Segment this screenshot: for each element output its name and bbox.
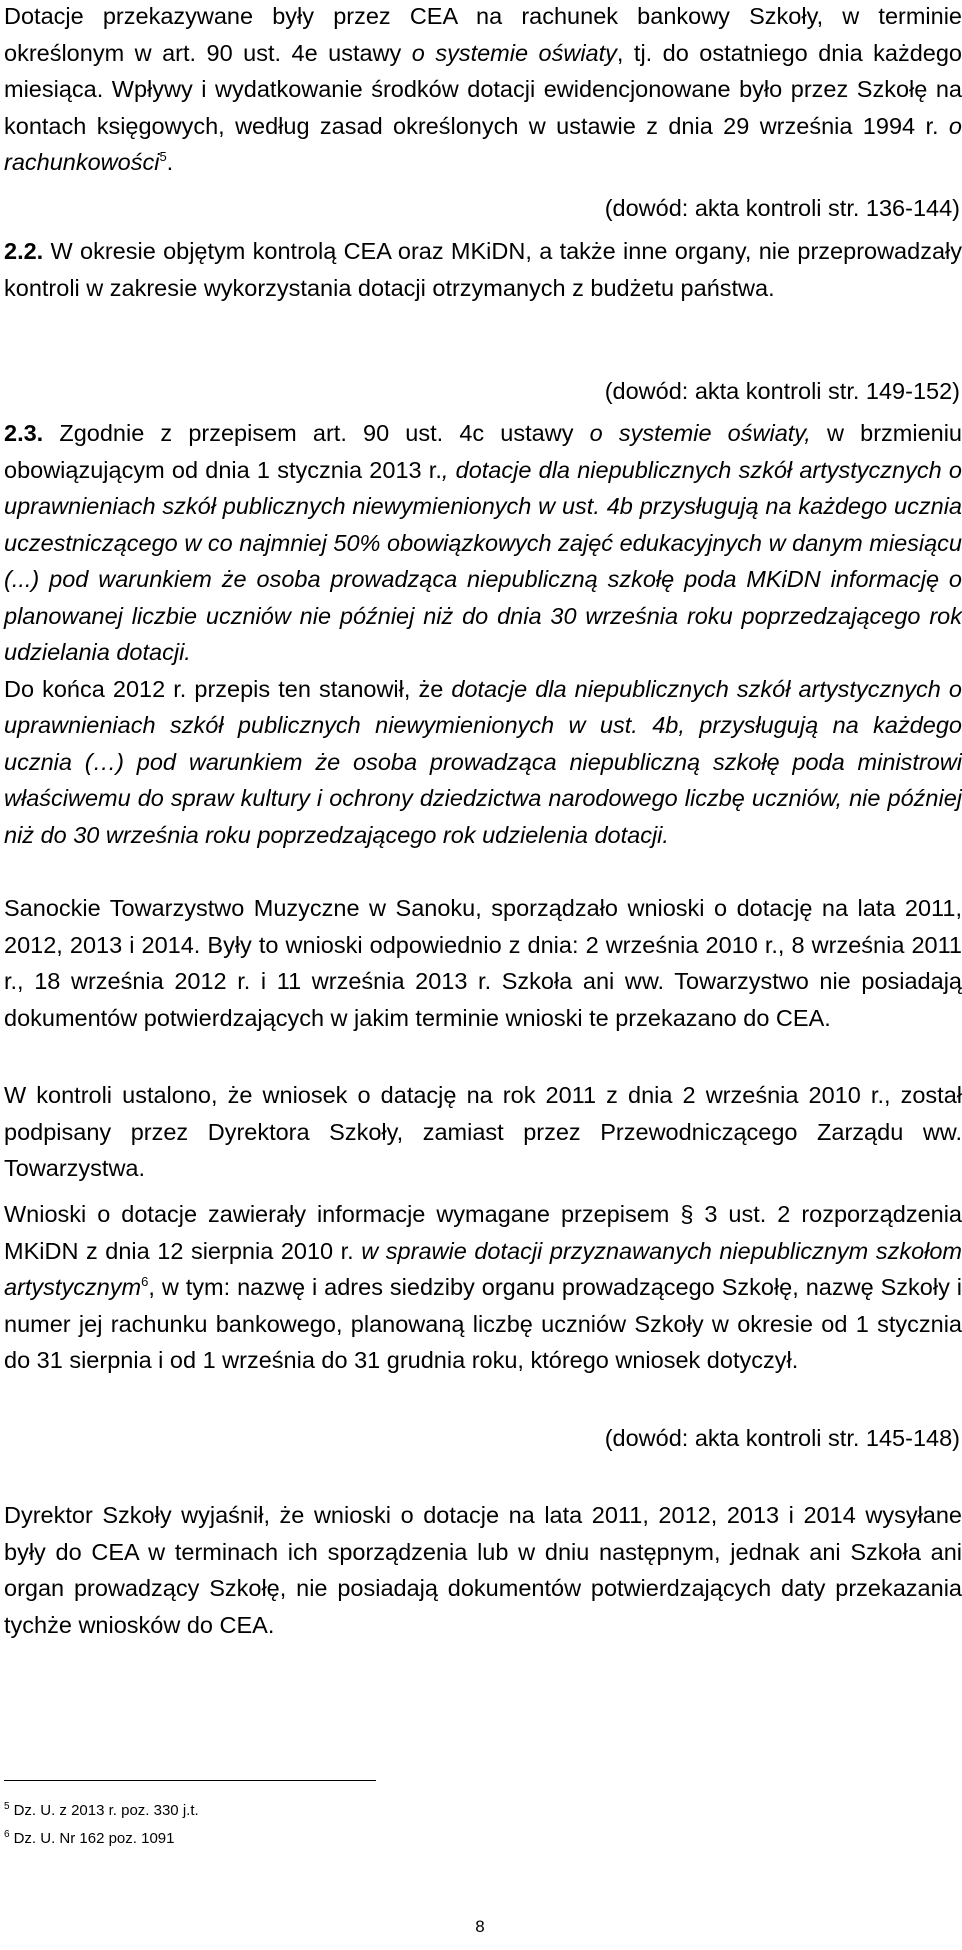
section-2-3-paragraph <box>4 415 962 853</box>
evidence-reference: (dowód: akta kontroli str. 136-144) <box>604 195 960 221</box>
text-segment: Do końca 2012 r. przepis ten stanowił, że <box>4 675 452 702</box>
regulation-title: w sprawie dotacji przyznawanych niepublicznym szkołom artystycznym <box>4 1237 962 1300</box>
text-segment: Zgodnie z przepisem art. 90 ust. 4c ustawy <box>43 420 590 446</box>
paragraph-wnioski-o-dotacje <box>4 1196 962 1379</box>
footnote <box>4 1829 174 1849</box>
footnote-separator <box>4 1780 376 1781</box>
footnote-number: 5 <box>4 1801 10 1812</box>
section-2-2-paragraph <box>4 233 962 306</box>
footnote-text: Dz. U. Nr 162 poz. 1091 <box>13 1830 175 1847</box>
footnote-text: Dz. U. z 2013 r. poz. 330 j.t. <box>13 1802 199 1819</box>
text-segment: w brzmieniu obowiązującym od dnia 1 stycznia 2013 r. <box>4 420 962 483</box>
text-segment: , w tym: nazwę i adres siedziby organu prowadzącego Szkołę, nazwę Szkoły i numer jej rachunku bankowego, planowaną liczbę uczniów Szkoły w okresie od 1 stycznia do 31 sierpnia i od 1 września do 31 grudnia roku, którego wniosek dotyczył. <box>4 1274 962 1373</box>
quoted-provision: , dotacje dla niepublicznych szkół artystycznych o uprawnieniach szkół publicznych niewymienionych w ust. 4b przysługują na każdego ucznia uczestniczącego w co najmniej 50% obowiązkowych zajęć edukacyjnych w danym miesiącu (...) pod warunkiem że osoba prowadząca niepubliczną szkołę poda MKiDN informację o planowanej liczbie uczniów nie później niż do dnia 30 września roku poprzedzającego rok udzielania dotacji. <box>4 456 962 665</box>
act-title: o systemie oświaty <box>411 39 617 66</box>
text-segment: Wnioski o dotacje zawierały informacje wymagane przepisem § 3 ust. 2 rozporządzenia MKiDN z dnia 12 sierpnia 2010 r. <box>4 1201 962 1264</box>
text-segment: Dotacje przekazywane były przez CEA na rachunek bankowy Szkoły, w terminie określonym w art. 90 ust. 4e ustawy <box>4 3 962 66</box>
section-number: 2.3. <box>4 420 44 446</box>
page-number: 8 <box>475 1917 485 1936</box>
footnote-ref[interactable]: 6 <box>141 1274 149 1290</box>
text-segment: , tj. do ostatniego dnia każdego miesiąca. Wpływy i wydatkowanie środków dotacji ewidencjonowane było przez Szkołę na kontach księgowych, według zasad określonych w ustawie z dnia 29 września 1994 r. <box>4 39 962 139</box>
footnote-ref[interactable]: 5 <box>159 149 167 165</box>
evidence-reference: (dowód: akta kontroli str. 149-152) <box>604 378 960 404</box>
act-title: o systemie oświaty, <box>589 420 811 446</box>
footnote-number: 6 <box>4 1829 10 1840</box>
paragraph-dotacje-przekazywane <box>4 0 962 181</box>
paragraph-w-kontroli-ustalono: W kontroli ustalono, że wniosek o datację na rok 2011 z dnia 2 września 2010 r., został podpisany przez Dyrektora Szkoły, zamiast przez Przewodniczącego Zarządu ww. Towarzystwa. <box>4 1082 962 1181</box>
paragraph-dyrektor-wyjasnil: Dyrektor Szkoły wyjaśnił, że wnioski o dotacje na lata 2011, 2012, 2013 i 2014 wysyłane były do CEA w terminach ich sporządzenia lub w dniu następnym, jednak ani Szkoła ani organ prowadzący Szkołę, nie posiadają dokumentów potwierdzających daty przekazania tychże wniosków do CEA. <box>4 1502 962 1638</box>
section-number: 2.2. <box>4 238 44 264</box>
text-segment: W okresie objętym kontrolą CEA oraz MKiDN, a także inne organy, nie przeprowadzały kontroli w zakresie wykorzystania dotacji otrzymanych z budżetu państwa. <box>4 238 962 301</box>
paragraph-sanockie-towarzystwo: Sanockie Towarzystwo Muzyczne w Sanoku, sporządzało wnioski o dotację na lata 2011, 2012, 2013 i 2014. Były to wnioski odpowiednio z dnia: 2 września 2010 r., 8 września 2011 r., 18 września 2012 r. i 11 września 2013 r. Szkoła ani ww. Towarzystwo nie posiadają dokumentów potwierdzających w jakim terminie wnioski te przekazano do CEA. <box>4 895 962 1031</box>
act-title: o rachunkowości <box>4 112 962 175</box>
evidence-reference: (dowód: akta kontroli str. 145-148) <box>604 1425 960 1451</box>
footnote <box>4 1801 199 1821</box>
text-segment: . <box>166 149 174 175</box>
quoted-provision: dotacje dla niepublicznych szkół artystycznych o uprawnieniach szkół publicznych niewymienionych w ust. 4b, przysługują na każdego ucznia (…) pod warunkiem że osoba prowadząca niepubliczną szkołę poda ministrowi właściwemu do spraw kultury i ochrony dziedzictwa narodowego liczbę uczniów, nie później niż do 30 września roku poprzedzającego rok udzielenia dotacji. <box>4 675 962 848</box>
